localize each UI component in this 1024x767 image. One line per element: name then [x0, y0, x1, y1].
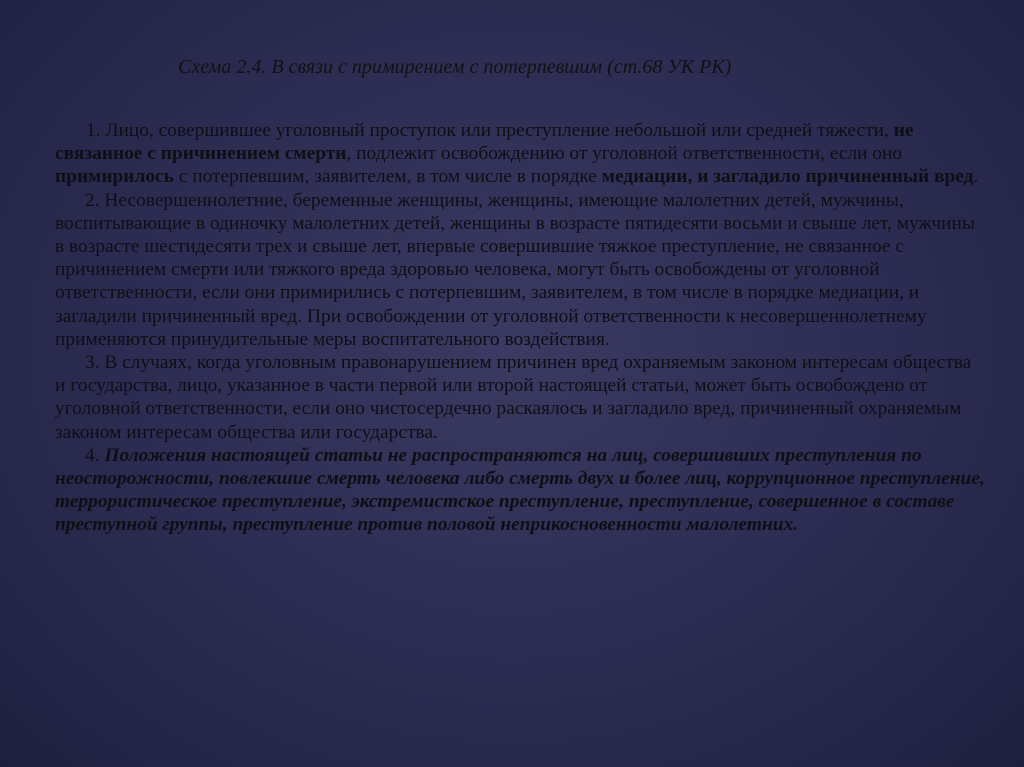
paragraph-1-bold-b: примирилось — [55, 166, 174, 188]
paragraph-1-bold-c: медиации, и загладило причиненный вред — [601, 166, 974, 188]
slide-title: Схема 2.4. В связи с примирением с потерпевшим (ст.68 УК РК) — [178, 56, 732, 78]
paragraph-3: 3. В случаях, когда уголовным правонарушением причинен вред охраняемым законом интересам общества и государства, лицо, указанное в части первой или второй настоящей статьи, может быть освобождено от уголовной ответственности, если оно чистосердечно раскаялось и загладило вред, причиненный охраняемым законом интересам общества или государства. — [55, 352, 972, 443]
paragraph-4-number: 4. — [85, 444, 105, 466]
paragraph-1 — [55, 119, 985, 189]
paragraph-1-text-a: 1. Лицо, совершившее уголовный проступок или преступление небольшой или средней тяжести, — [86, 120, 894, 141]
paragraph-4 — [55, 444, 985, 537]
paragraph-1-bold-a: не связанное с причинением смерти — [55, 120, 914, 165]
article-text — [55, 119, 985, 537]
paragraph-2: 2. Несовершеннолетние, беременные женщины, женщины, имеющие малолетних детей, мужчины, воспитывающие в одиночку малолетних детей, женщины в возрасте пятидесяти восьми и свыше лет, мужчины в возрасте шестидесяти трех и свыше лет, впервые совершившие тяжкое преступление, не связанное с причинением смерти или тяжкого вреда здоровью человека, могут быть освобождены от уголовной ответственности, если они примирились с потерпевшим, заявителем, в том числе в порядке медиации, и загладили причиненный вред. При освобождении от уголовной ответственности к несовершеннолетнему применяются принудительные меры воспитательного воздействия. — [55, 189, 975, 350]
paragraph-1-text-c: с потерпевшим, заявителем, в том числе в порядке — [173, 166, 602, 188]
paragraph-1-text-d: . — [973, 166, 979, 188]
paragraph-4-text: Положения настоящей статьи не распространяются на лиц, совершивших преступления по неосторожности, повлекшие смерть человека либо смерть двух и более лиц, коррупционное преступление, террористическое преступление, экстремистское преступление, преступление, совершенное в составе преступной группы, преступление против половой неприкосновенности малолетних. — [55, 444, 985, 536]
paragraph-1-text-b: , подлежит освобождению от уголовной ответственности, если оно — [346, 143, 903, 165]
